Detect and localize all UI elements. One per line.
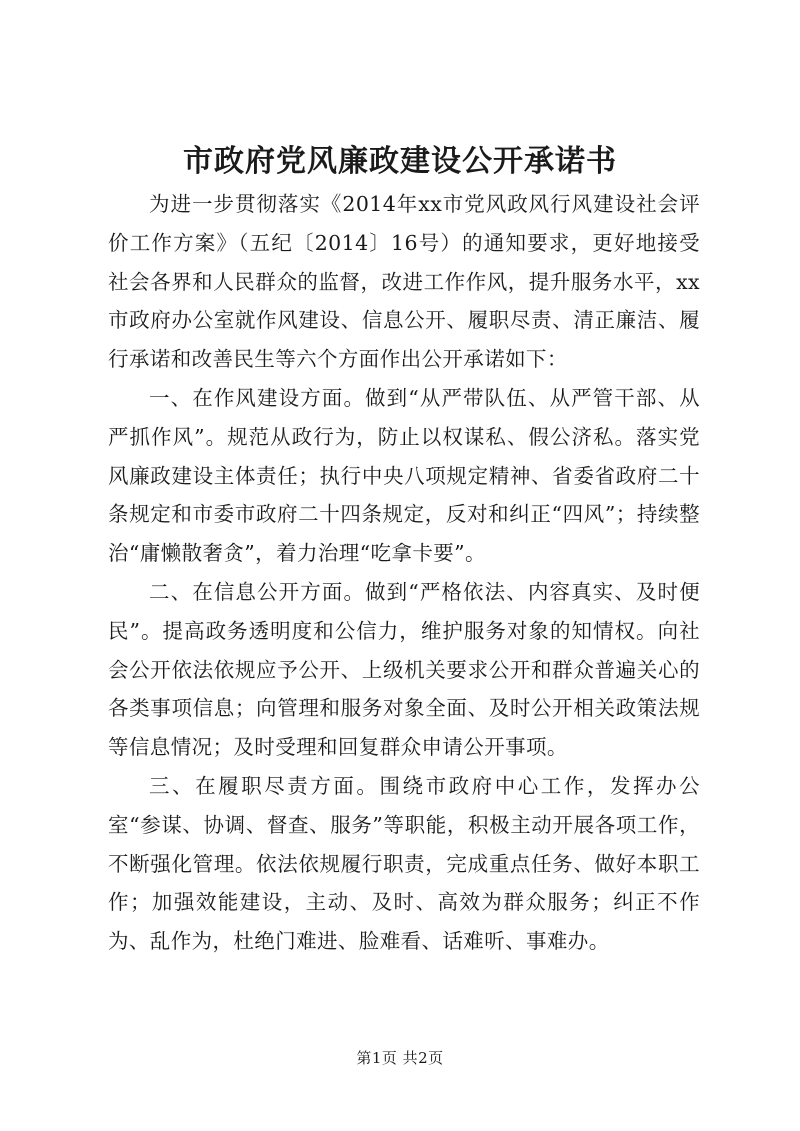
paragraph-intro: 为进一步贯彻落实《2014年xx市党风政风行风建设社会评价工作方案》（五纪〔2014〕16号）的通知要求，更好地接受社会各界和人民群众的监督，改进工作作风，提升服务水平，xx市政府办公室就作风建设、信息公开、履职尽责、清正廉洁、履行承诺和改善民生等六个方面作出公开承诺如下： [108, 192, 700, 372]
document-title: 市政府党风廉政建设公开承诺书 [183, 144, 617, 179]
paragraph-information-disclosure: 二、在信息公开方面。做到“严格依法、内容真实、及时便民”。提高政务透明度和公信力，维护服务对象的知情权。向社会公开依法依规应予公开、上级机关要求公开和群众普遍关心的各类事项信息；向管理和服务对象全面、及时公开相关政策法规等信息情况；及时受理和回复群众申请公开事项。 [108, 579, 700, 760]
page-number-footer: 第1页 共2页 [356, 1049, 444, 1067]
document-body [108, 185, 700, 961]
paragraph-duty-performance: 三、在履职尽责方面。围绕市政府中心工作，发挥办公室“参谋、协调、督查、服务”等职能，积极主动开展各项工作，不断强化管理。依法依规履行职责，完成重点任务、做好本职工作；加强效能建设，主动、及时、高效为群众服务；纠正不作为、乱作为，杜绝门难进、脸难看、话难听、事难办。 [108, 773, 700, 954]
paragraph-work-style: 一、在作风建设方面。做到“从严带队伍、从严管干部、从严抓作风”。规范从政行为，防止以权谋私、假公济私。落实党风廉政建设主体责任；执行中央八项规定精神、省委省政府二十条规定和市委市政府二十四条规定，反对和纠正“四风”；持续整治“庸懒散奢贪”，着力治理“吃拿卡要”。 [108, 385, 700, 566]
